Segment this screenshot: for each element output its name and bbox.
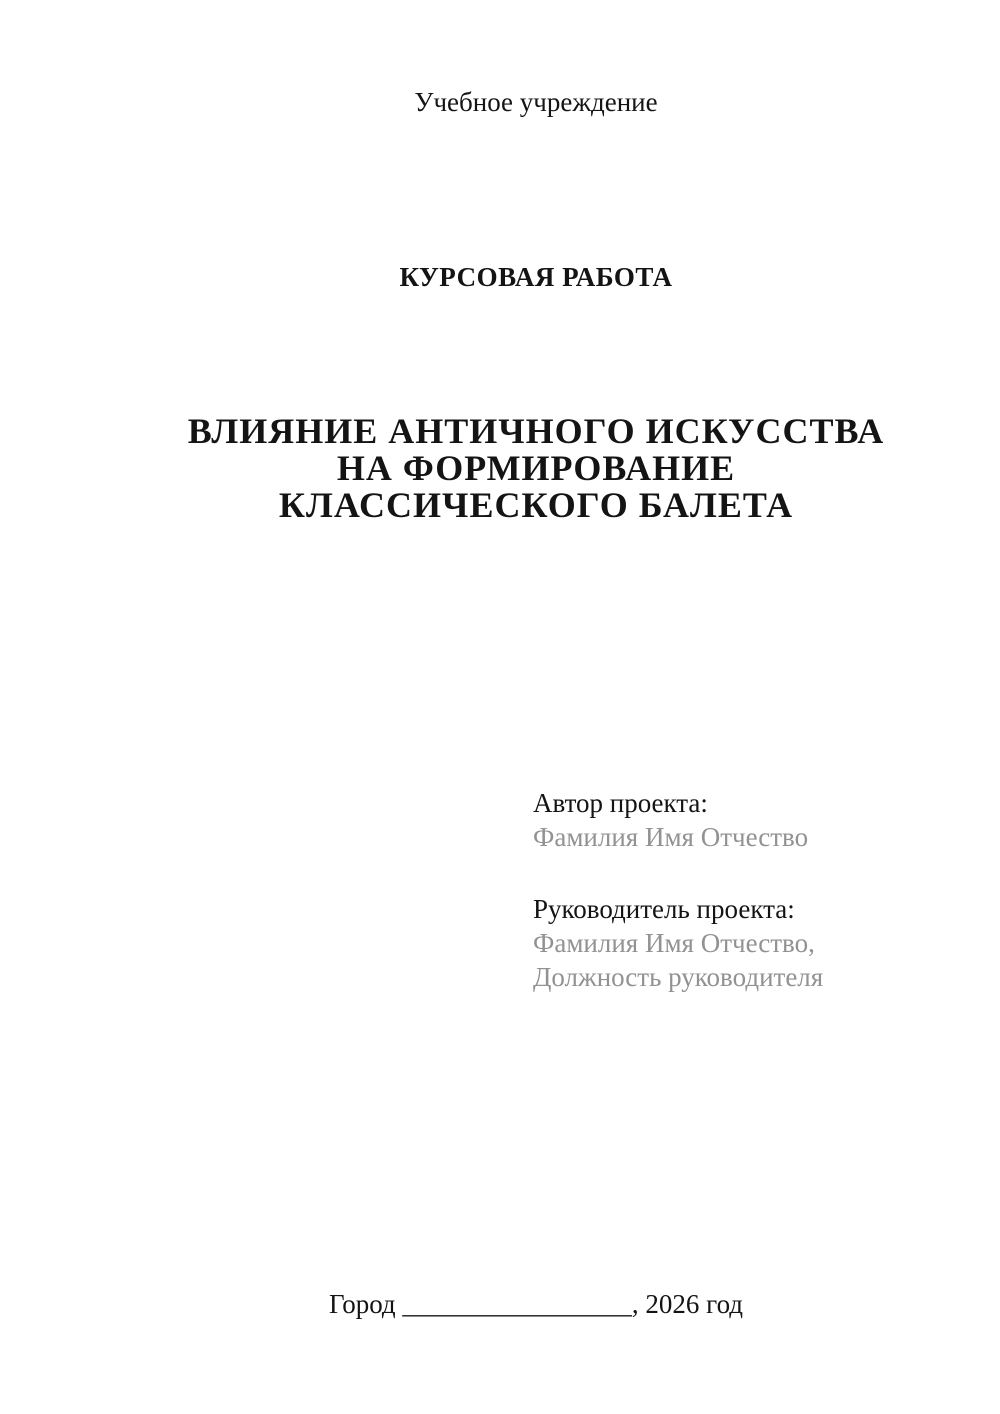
- document-title: [100, 413, 972, 524]
- institution-line: Учебное учреждение: [414, 87, 658, 117]
- supervisor-label: Руководитель проекта:: [533, 894, 795, 924]
- title-line-2: НА ФОРМИРОВАНИЕ: [336, 448, 736, 488]
- work-type-heading: КУРСОВАЯ РАБОТА: [399, 262, 673, 292]
- supervisor-position-placeholder: Должность руководителя: [533, 962, 824, 992]
- city-year-line: Город _________________, 2026 год: [328, 1289, 744, 1319]
- title-line-1: ВЛИЯНИЕ АНТИЧНОГО ИСКУССТВА: [187, 411, 885, 451]
- author-label: Автор проекта:: [533, 788, 708, 818]
- author-name-placeholder: Фамилия Имя Отчество: [533, 822, 809, 852]
- title-line-3: КЛАССИЧЕСКОГО БАЛЕТА: [278, 485, 794, 525]
- credits-block: [533, 786, 823, 994]
- supervisor-name-placeholder: Фамилия Имя Отчество,: [533, 928, 815, 958]
